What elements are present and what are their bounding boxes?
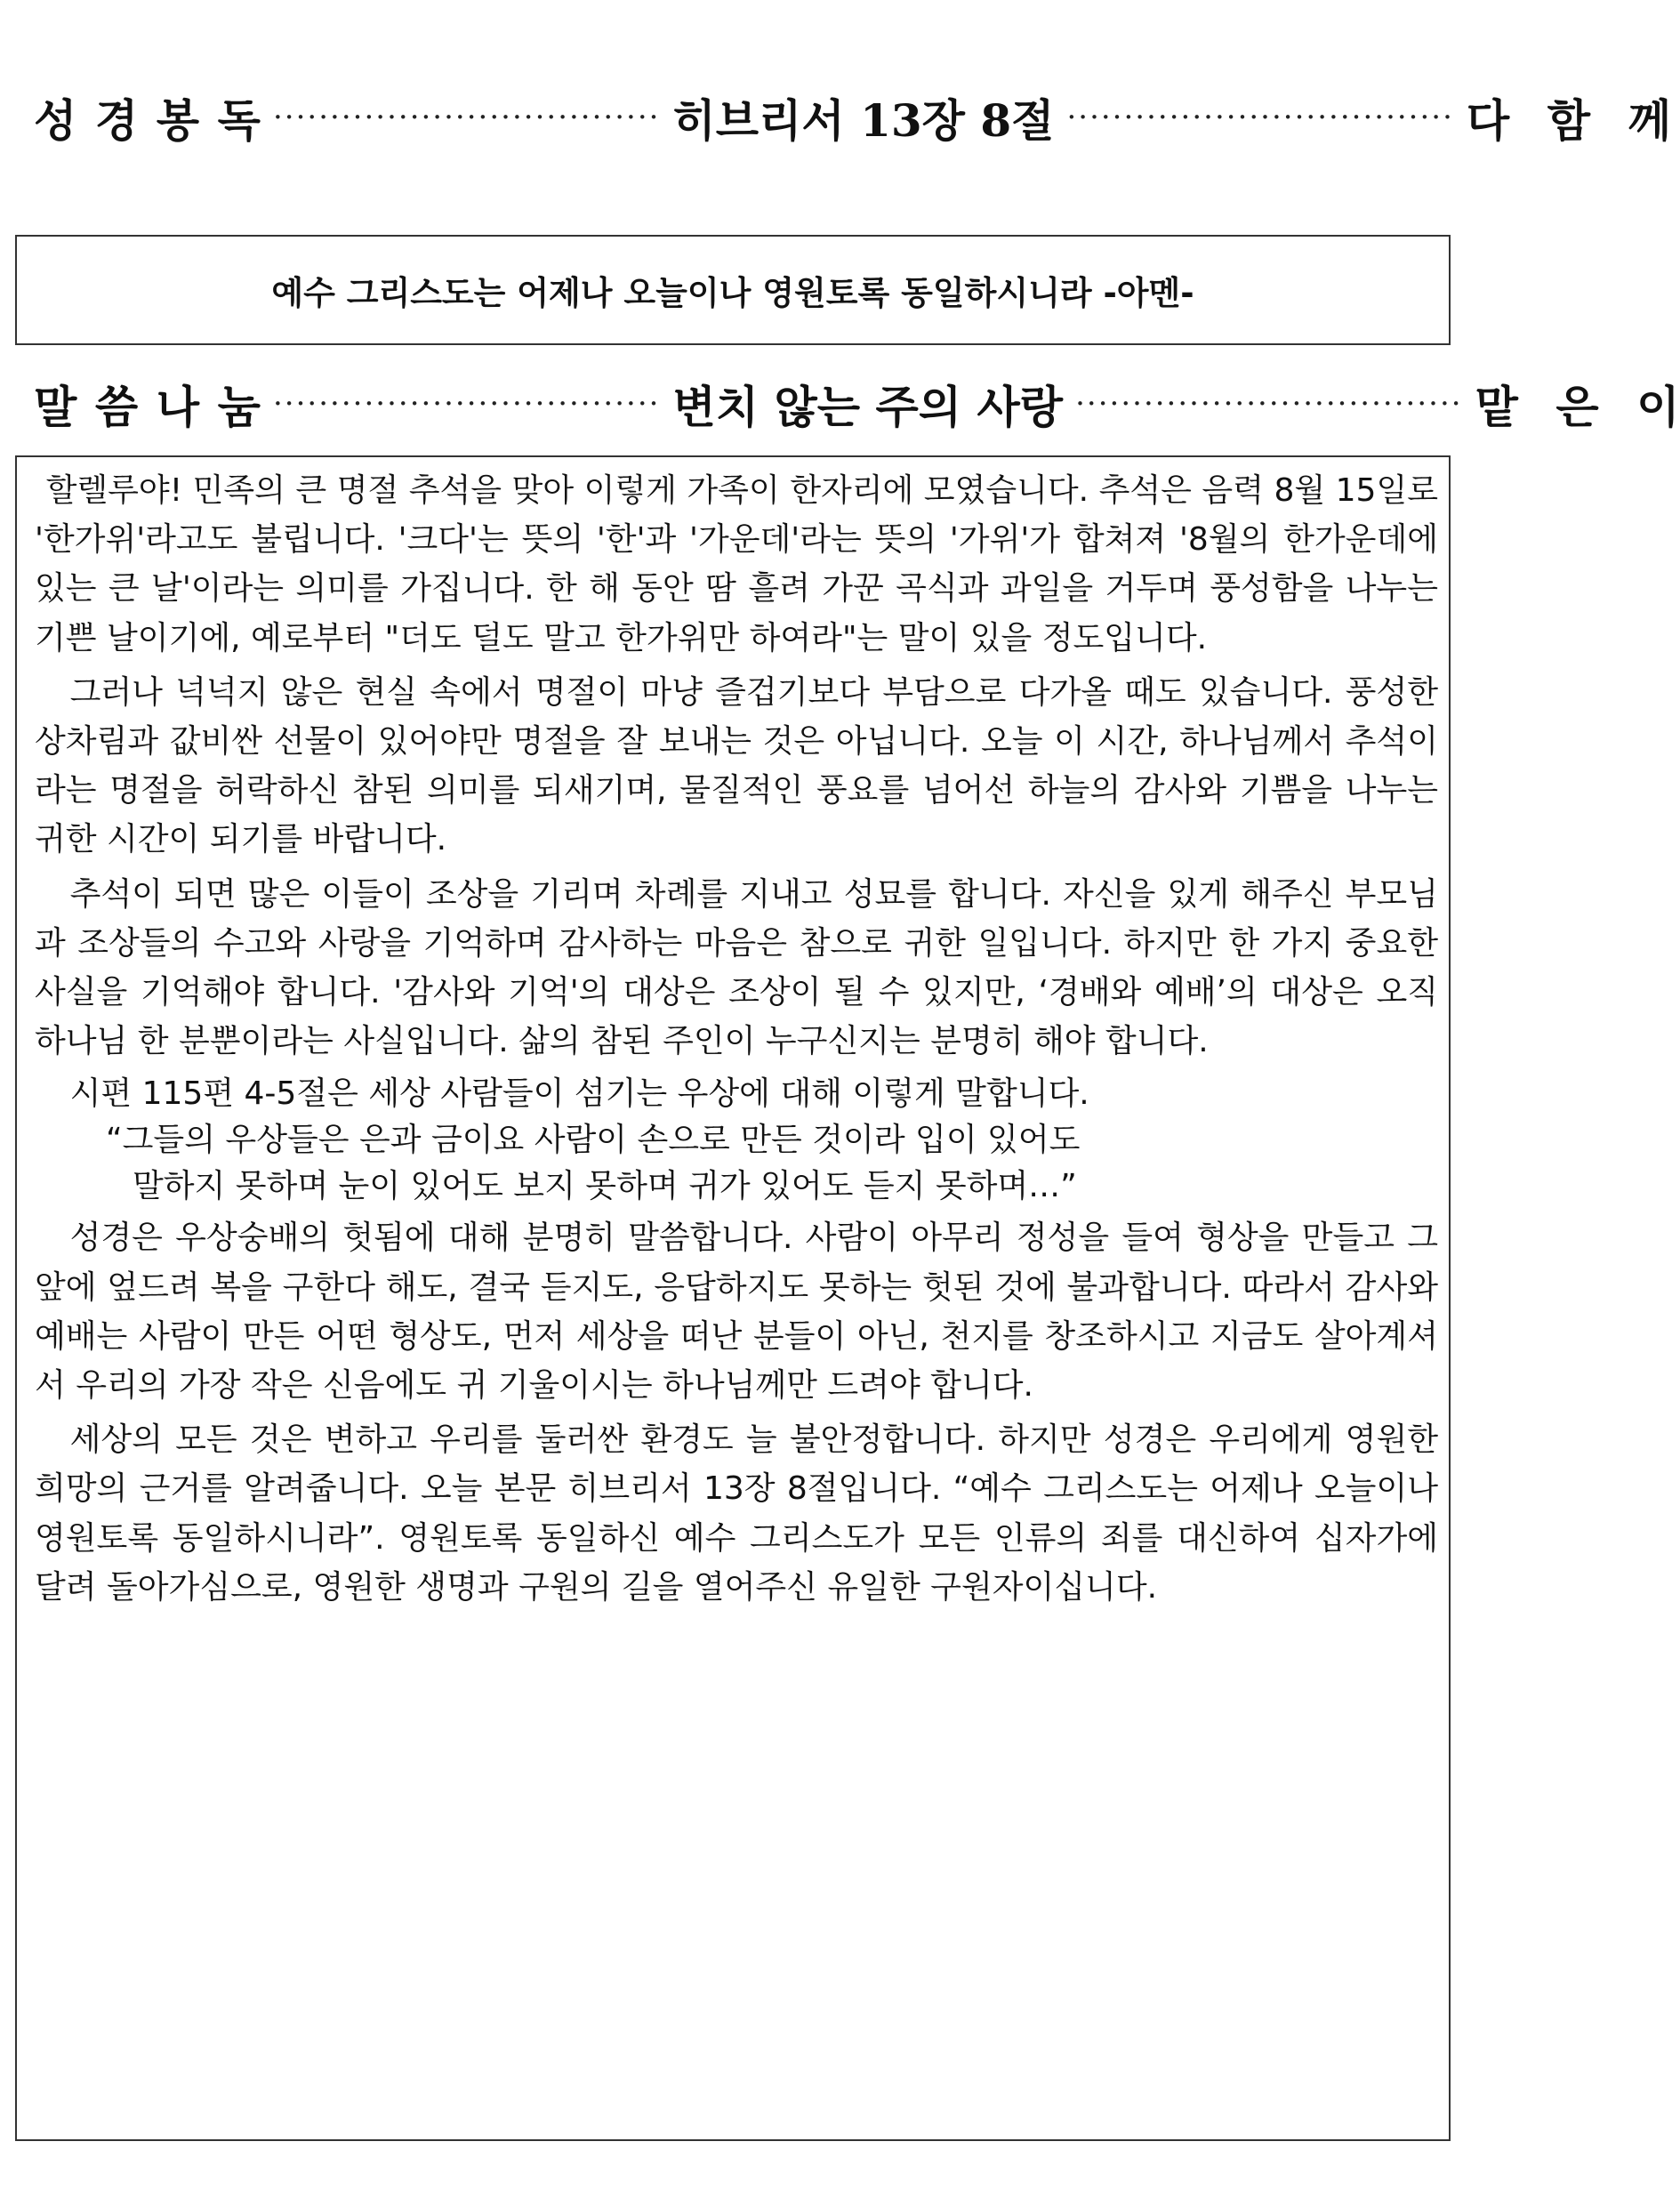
- reading-label: [34, 85, 261, 149]
- scripture-quote-line: 말하지 못하며 눈이 있어도 보지 못하며 귀가 있어도 듣지 못하며…”: [133, 1168, 1077, 1205]
- sermon-label-char: 말: [34, 381, 77, 433]
- leader-dots: ··································: [1066, 100, 1454, 135]
- verse-box: [15, 235, 1451, 345]
- reading-header: [34, 85, 1671, 149]
- reading-label-char: 봉: [156, 94, 200, 147]
- sermon-paragraph: 추석이 되면 많은 이들이 조상을 기리며 차례를 지내고 성묘를 합니다. 자신을 있게 해주신 부모님과 조상들의 수고와 사랑을 기억하며 감사하는 마음은 참으로 귀한 일입니다. 하지만 한 가지 중요한 사실을 기억해야 합니다. '감사와 기억'의 대상은 조상이 될 수 있지만, ‘경배와 예배’의 대상은 오직 하나님 한 분뿐이라는 사실입니다. 삶의 참된 주인이 누구신지는 분명히 해야 합니다.: [35, 875, 1438, 1060]
- reading-label-char: 성: [34, 94, 77, 147]
- scripture-quote-line: “그들의 우상들은 은과 금이요 사람이 손으로 만든 것이라 입이 있어도: [106, 1122, 1081, 1159]
- response-char: 함: [1547, 94, 1591, 147]
- sermon-speaker: [1475, 372, 1680, 436]
- sermon-paragraph: 성경은 우상숭배의 헛됨에 대해 분명히 말씀합니다. 사람이 아무리 정성을 들여 형상을 만들고 그 앞에 엎드려 복을 구한다 해도, 결국 듣지도, 응답하지도 못하는 헛된 것에 불과합니다. 따라서 감사와 예배는 사람이 만든 어떤 형상도, 먼저 세상을 떠난 분들이 아닌, 천지를 창조하시고 지금도 살아계셔서 우리의 가장 작은 신음에도 귀 기울이시는 하나님께만 드려야 합니다.: [35, 1220, 1438, 1405]
- sermon-label-char: 나: [156, 381, 200, 433]
- speaker-char: 이: [1636, 381, 1680, 433]
- sermon-label-char: 눔: [217, 381, 261, 433]
- leader-dots: ··································: [273, 386, 661, 422]
- leader-dots: ··································: [273, 100, 661, 135]
- quote-intro: 시편 115편 4-5절은 세상 사람들이 섬기는 우상에 대해 이렇게 말합니다.: [69, 1075, 1089, 1113]
- response-char: 께: [1628, 94, 1671, 147]
- speaker-char: 맡: [1475, 381, 1518, 433]
- sermon-body: [15, 455, 1451, 2141]
- sermon-paragraph: 그러나 넉넉지 않은 현실 속에서 명절이 마냥 즐겁기보다 부담으로 다가올 때도 있습니다. 풍성한 상차림과 값비싼 선물이 있어야만 명절을 잘 보내는 것은 아닙니다. 오늘 이 시간, 하나님께서 추석이라는 명절을 허락하신 참된 의미를 되새기며, 물질적인 풍요를 넘어선 하늘의 감사와 기쁨을 나누는 귀한 시간이 되기를 바랍니다.: [35, 673, 1438, 858]
- leader-dots: ··································: [1075, 386, 1463, 422]
- sermon-title: 변치 않는 주의 사랑: [672, 381, 1064, 433]
- reading-response: [1467, 85, 1671, 149]
- verse-text: 예수 그리스도는 어제나 오늘이나 영원토록 동일하시니라 -아멘-: [271, 274, 1194, 312]
- speaker-char: 은: [1555, 381, 1599, 433]
- sermon-paragraph: 세상의 모든 것은 변하고 우리를 둘러싼 환경도 늘 불안정합니다. 하지만 성경은 우리에게 영원한 희망의 근거를 알려줍니다. 오늘 본문 히브리서 13장 8절입니다. “예수 그리스도는 어제나 오늘이나 영원토록 동일하시니라”. 영원토록 동일하신 예수 그리스도가 모든 인류의 죄를 대신하여 십자가에 달려 돌아가심으로, 영원한 생명과 구원의 길을 열어주신 유일한 구원자이십니다.: [35, 1421, 1438, 1606]
- reading-label-char: 경: [94, 94, 139, 147]
- sermon-paragraph: 할렐루야! 민족의 큰 명절 추석을 맞아 이렇게 가족이 한자리에 모였습니다. 추석은 음력 8월 15일로 '한가위'라고도 불립니다. '크다'는 뜻의 '한'과 '가운데'라는 뜻의 '가위'가 합쳐져 '8월의 한가운데에 있는 큰 날'이라는 의미를 가집니다. 한 해 동안 땀 흘려 가꾼 곡식과 과일을 거두며 풍성함을 나누는 기쁜 날이기에, 예로부터 "더도 덜도 말고 한가위만 하여라"는 말이 있을 정도입니다.: [35, 472, 1438, 656]
- response-char: 다: [1466, 94, 1510, 147]
- scripture-passage: 히브리서 13장 8절: [672, 94, 1055, 147]
- reading-label-char: 독: [217, 94, 261, 147]
- sermon-label-char: 씀: [94, 381, 139, 433]
- sermon-header: [34, 372, 1680, 436]
- sermon-label: [34, 372, 261, 436]
